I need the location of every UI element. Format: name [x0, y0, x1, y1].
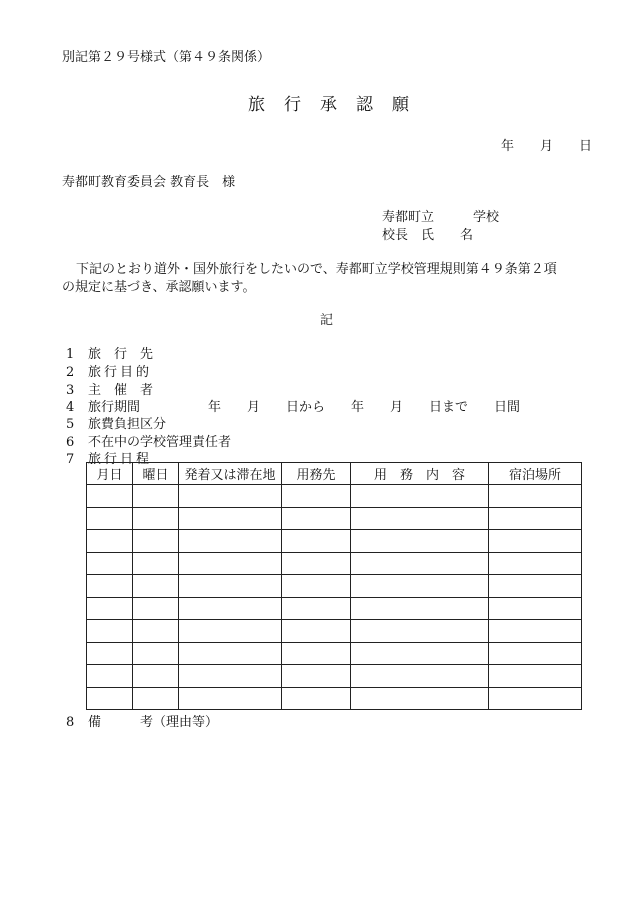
date-line: 年 月 日	[501, 139, 593, 154]
table-row	[87, 687, 582, 710]
table-cell	[351, 485, 489, 508]
table-cell	[133, 665, 179, 688]
table-cell	[489, 665, 582, 688]
table-row	[87, 507, 582, 530]
table-cell	[133, 507, 179, 530]
item-6: 6 不在中の学校管理責任者	[66, 435, 232, 450]
table-cell	[87, 575, 133, 598]
table-cell	[489, 687, 582, 710]
col-header-date: 月日	[87, 463, 133, 485]
table-cell	[133, 620, 179, 643]
table-cell	[179, 642, 282, 665]
col-header-lodging: 宿泊場所	[489, 463, 582, 485]
table-cell	[351, 575, 489, 598]
table-cell	[282, 575, 351, 598]
ki-heading: 記	[320, 313, 334, 328]
table-cell	[351, 507, 489, 530]
table-row	[87, 552, 582, 575]
table-cell	[87, 597, 133, 620]
schedule-header-row	[87, 463, 582, 485]
travel-period: 年 月 日から 年 月 日まで 日間	[208, 400, 521, 415]
table-row	[87, 642, 582, 665]
table-cell	[351, 620, 489, 643]
table-cell	[489, 530, 582, 553]
table-cell	[87, 552, 133, 575]
table-cell	[282, 642, 351, 665]
table-cell	[133, 597, 179, 620]
item-3: 3 主 催 者	[66, 383, 154, 398]
table-cell	[351, 552, 489, 575]
table-cell	[282, 552, 351, 575]
table-cell	[179, 575, 282, 598]
table-cell	[87, 507, 133, 530]
addressee: 寿都町教育委員会 教育長 様	[62, 175, 236, 190]
col-header-location: 発着又は滞在地	[179, 463, 282, 485]
table-cell	[87, 665, 133, 688]
col-header-business: 用 務 内 容	[351, 463, 489, 485]
table-cell	[133, 485, 179, 508]
table-cell	[133, 687, 179, 710]
document-title: 旅 行 承 認 願	[248, 95, 410, 115]
table-cell	[489, 485, 582, 508]
table-cell	[351, 530, 489, 553]
table-cell	[179, 507, 282, 530]
table-row	[87, 575, 582, 598]
table-cell	[87, 530, 133, 553]
body-text-line1: 下記のとおり道外・国外旅行をしたいので、寿都町立学校管理規則第４９条第２項	[76, 262, 557, 277]
table-row	[87, 620, 582, 643]
table-cell	[489, 507, 582, 530]
table-cell	[179, 687, 282, 710]
table-cell	[282, 687, 351, 710]
table-cell	[87, 687, 133, 710]
table-cell	[179, 597, 282, 620]
schedule-table	[86, 462, 582, 710]
body-text-line2: の規定に基づき、承認願います。	[62, 280, 256, 295]
table-cell	[282, 597, 351, 620]
table-cell	[87, 642, 133, 665]
table-cell	[282, 620, 351, 643]
table-cell	[282, 485, 351, 508]
table-cell	[179, 552, 282, 575]
table-cell	[87, 485, 133, 508]
table-cell	[133, 530, 179, 553]
table-row	[87, 665, 582, 688]
item-7: 7 旅行日程	[66, 452, 153, 467]
table-cell	[179, 485, 282, 508]
table-cell	[489, 642, 582, 665]
table-cell	[489, 620, 582, 643]
table-cell	[351, 665, 489, 688]
col-header-destination: 用務先	[282, 463, 351, 485]
item-5: 5 旅費負担区分	[66, 417, 167, 432]
table-cell	[87, 620, 133, 643]
table-cell	[179, 665, 282, 688]
table-row	[87, 485, 582, 508]
item-2: 2 旅行目的	[66, 365, 153, 380]
table-cell	[133, 642, 179, 665]
table-cell	[489, 552, 582, 575]
item-4: 4 旅行期間 年 月 日から 年 月 日まで 日間	[66, 400, 521, 415]
table-cell	[282, 665, 351, 688]
table-cell	[179, 530, 282, 553]
col-header-weekday: 曜日	[133, 463, 179, 485]
table-cell	[133, 575, 179, 598]
table-cell	[282, 530, 351, 553]
table-cell	[351, 597, 489, 620]
applicant-principal: 校長 氏 名	[382, 228, 474, 243]
form-reference: 別記第２９号様式（第４９条関係）	[62, 50, 271, 65]
table-cell	[179, 620, 282, 643]
table-cell	[133, 552, 179, 575]
schedule-body	[87, 485, 582, 710]
table-row	[87, 597, 582, 620]
item-1: 1 旅 行 先	[66, 347, 154, 362]
table-cell	[282, 507, 351, 530]
table-row	[87, 530, 582, 553]
table-cell	[351, 642, 489, 665]
table-cell	[489, 597, 582, 620]
table-cell	[489, 575, 582, 598]
applicant-school: 寿都町立 学校	[382, 210, 500, 225]
item-8: 8 備 考（理由等）	[66, 715, 219, 730]
table-cell	[351, 687, 489, 710]
